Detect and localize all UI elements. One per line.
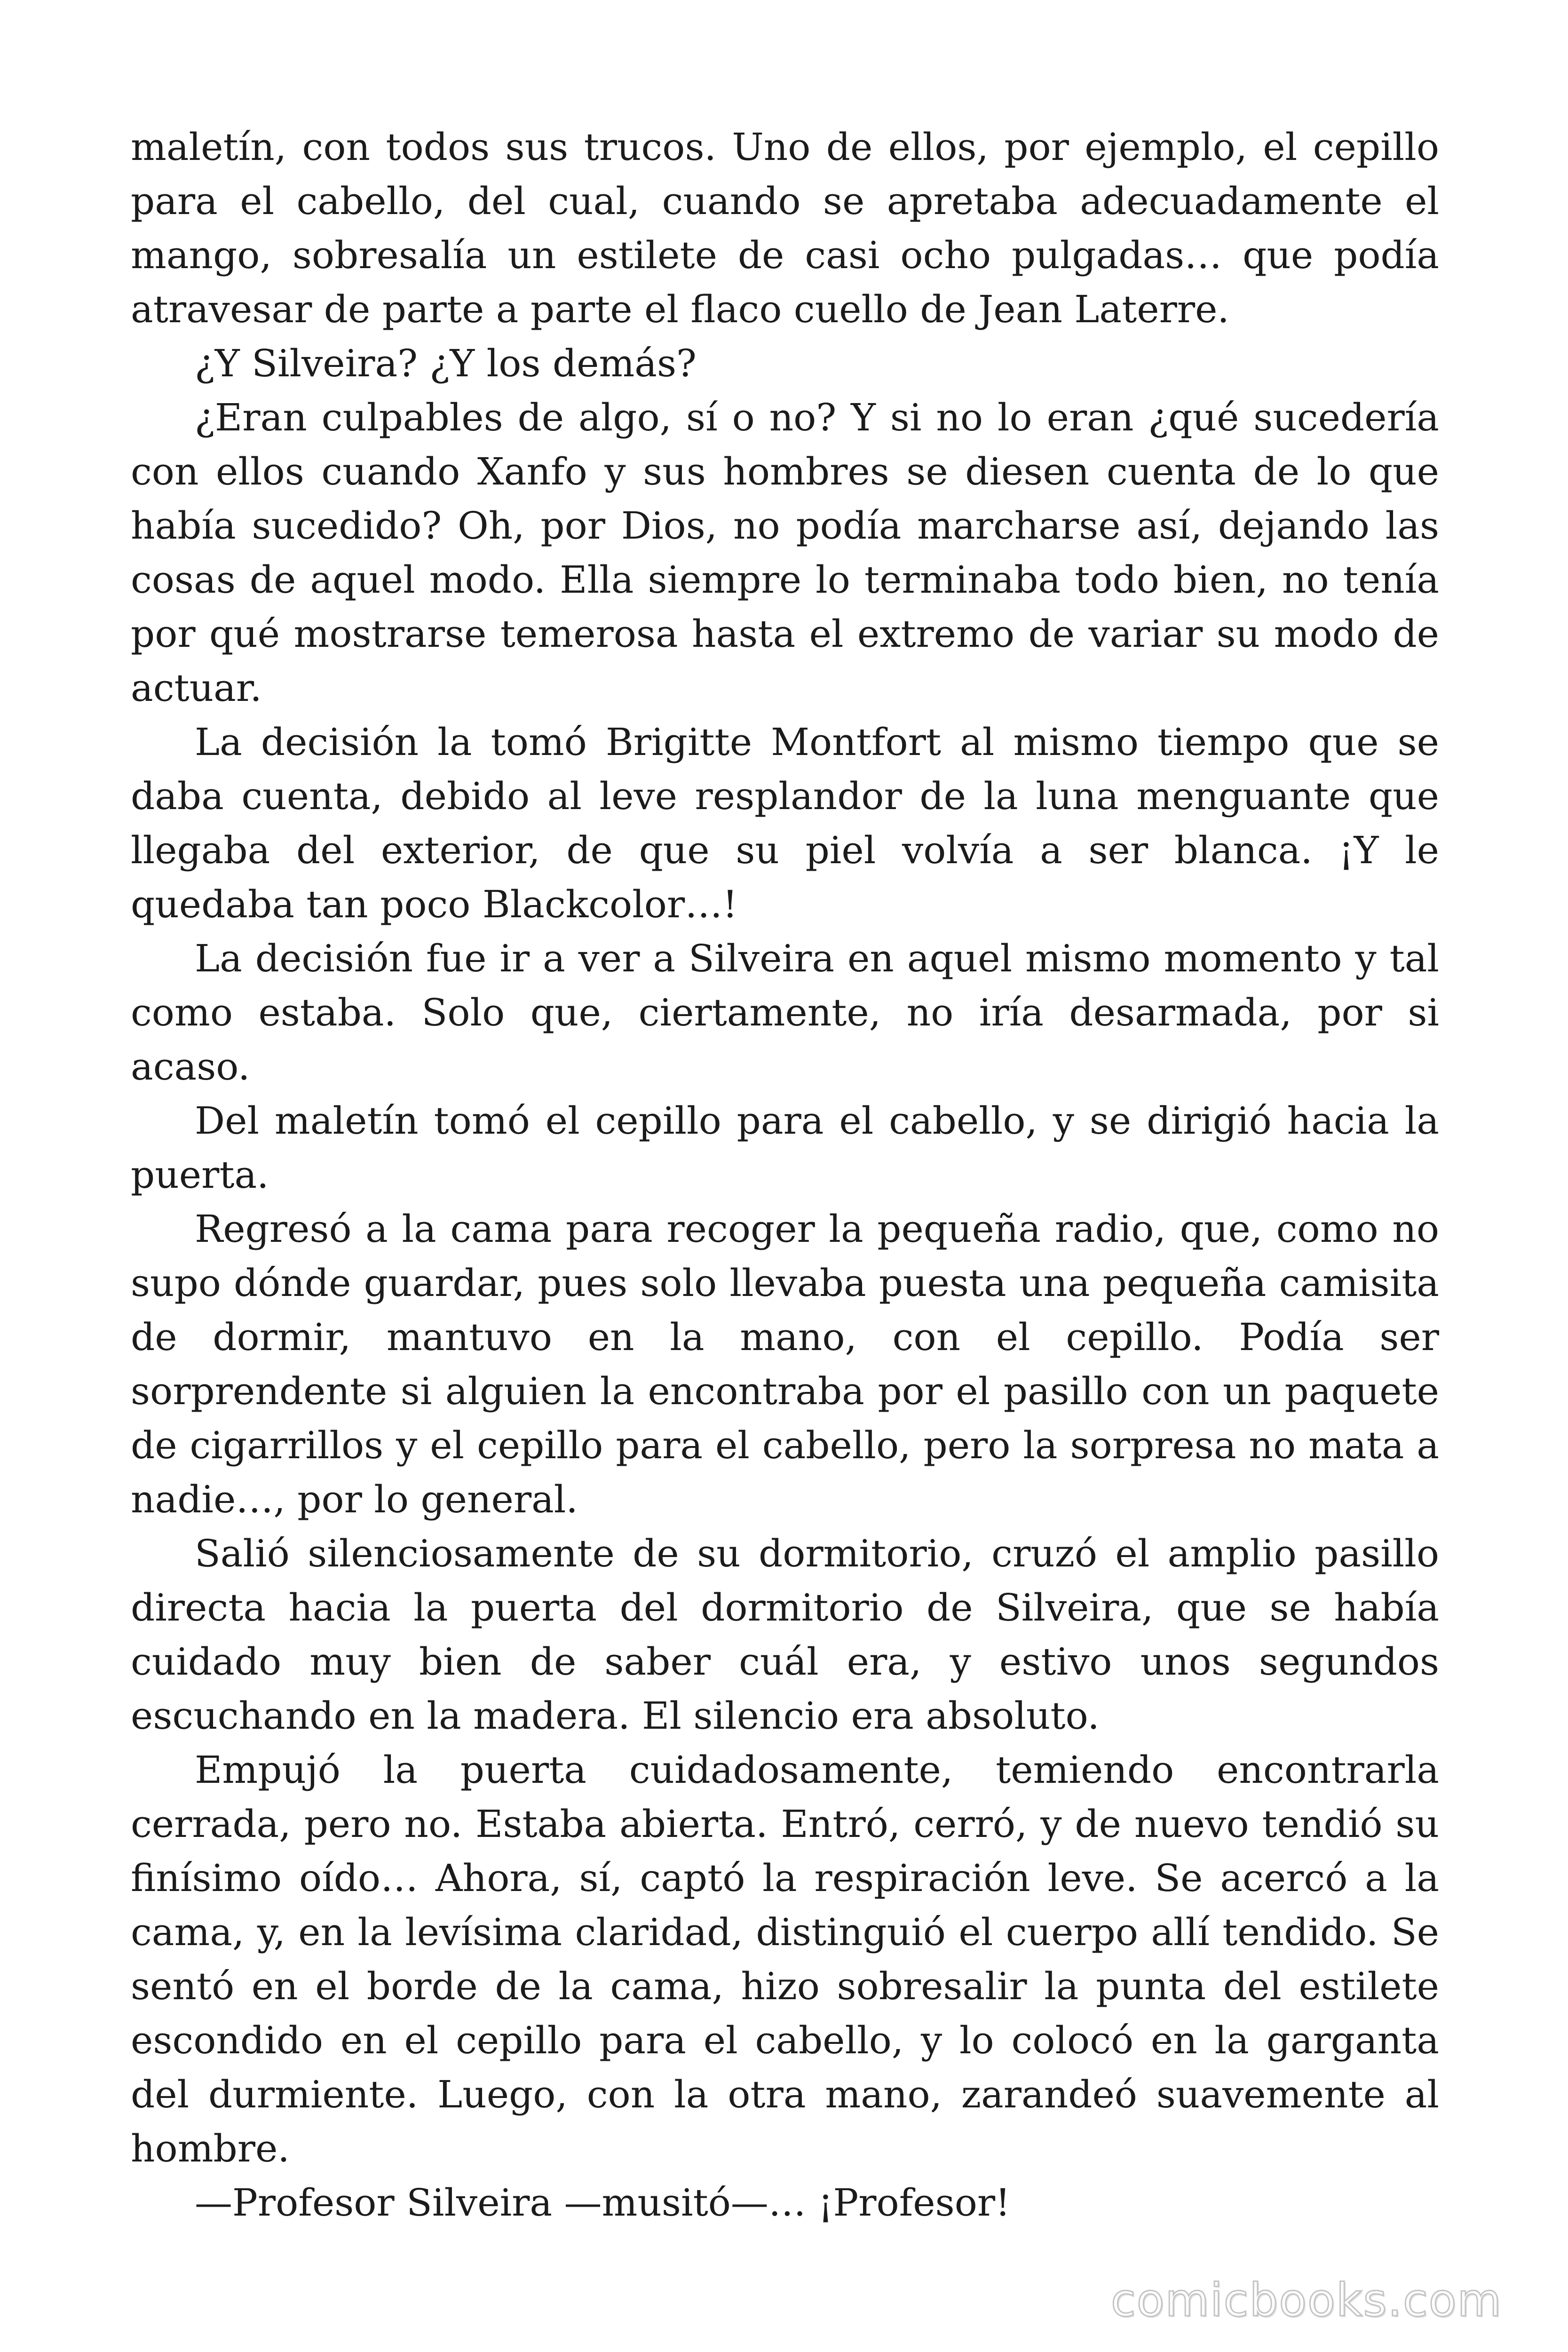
paragraph-4: La decisión la tomó Brigitte Montfort al mismo tiempo que se daba cuenta, debido al leve resplandor de la luna menguante que llegaba del exterior, de que su piel volvía a ser blanca. ¡Y le quedaba tan poco Blackcolor…! (131, 720, 1439, 926)
paragraph-2: ¿Y Silveira? ¿Y los demás? (195, 342, 697, 385)
paragraph-9: Empujó la puerta cuidadosamente, temiendo encontrarla cerrada, pero no. Estaba abierta. Entró, cerró, y de nuevo tendió su finísimo oído… Ahora, sí, captó la respiración leve. Se acercó a la cama, y, en la levísima claridad, distinguió el cuerpo allí tendido. Se sentó en el borde de la cama, hizo sobresalir la punta del estilete escondido en el cepillo para el cabello, y lo colocó en la garganta del durmiente. Luego, con la otra mano, zarandeó suavemente al hombre. (131, 1748, 1439, 2170)
paragraph-3: ¿Eran culpables de algo, sí o no? Y si no lo eran ¿qué sucedería con ellos cuando Xanfo y sus hombres se diesen cuenta de lo que había sucedido? Oh, por Dios, no podía marcharse así, dejando las cosas de aquel modo. Ella siempre lo terminaba todo bien, no tenía por qué mostrarse temerosa hasta el extremo de variar su modo de actuar. (131, 396, 1439, 710)
paragraph-5: La decisión fue ir a ver a Silveira en aquel mismo momento y tal como estaba. Solo que, ciertamente, no iría desarmada, por si acaso. (131, 937, 1439, 1089)
paragraph-10: —Profesor Silveira —musitó—… ¡Profesor! (195, 2181, 1011, 2225)
paragraph-7: Regresó a la cama para recoger la pequeña radio, que, como no supo dónde guardar, pues solo llevaba puesta una pequeña camisita de dormir, mantuvo en la mano, con el cepillo. Podía ser sorprendente si alguien la encontraba por el pasillo con un paquete de cigarrillos y el cepillo para el cabello, pero la sorpresa no mata a nadie…, por lo general. (131, 1207, 1439, 1521)
paragraph-6: Del maletín tomó el cepillo para el cabello, y se dirigió hacia la puerta. (131, 1099, 1439, 1197)
paragraph-1: maletín, con todos sus trucos. Uno de ellos, por ejemplo, el cepillo para el cabello, del cual, cuando se apretaba adecuadamente el mango, sobresalía un estilete de casi ocho pulgadas… que podía atravesar de parte a parte el flaco cuello de Jean Laterre. (131, 125, 1439, 331)
paragraph-8: Salió silenciosamente de su dormitorio, cruzó el amplio pasillo directa hacia la puerta del dormitorio de Silveira, que se había cuidado muy bien de saber cuál era, y estivo unos segundos escuchando en la madera. El silencio era absoluto. (131, 1532, 1439, 1738)
body-text (131, 120, 1439, 2230)
site-watermark: comicbooks.com (1110, 2274, 1502, 2327)
